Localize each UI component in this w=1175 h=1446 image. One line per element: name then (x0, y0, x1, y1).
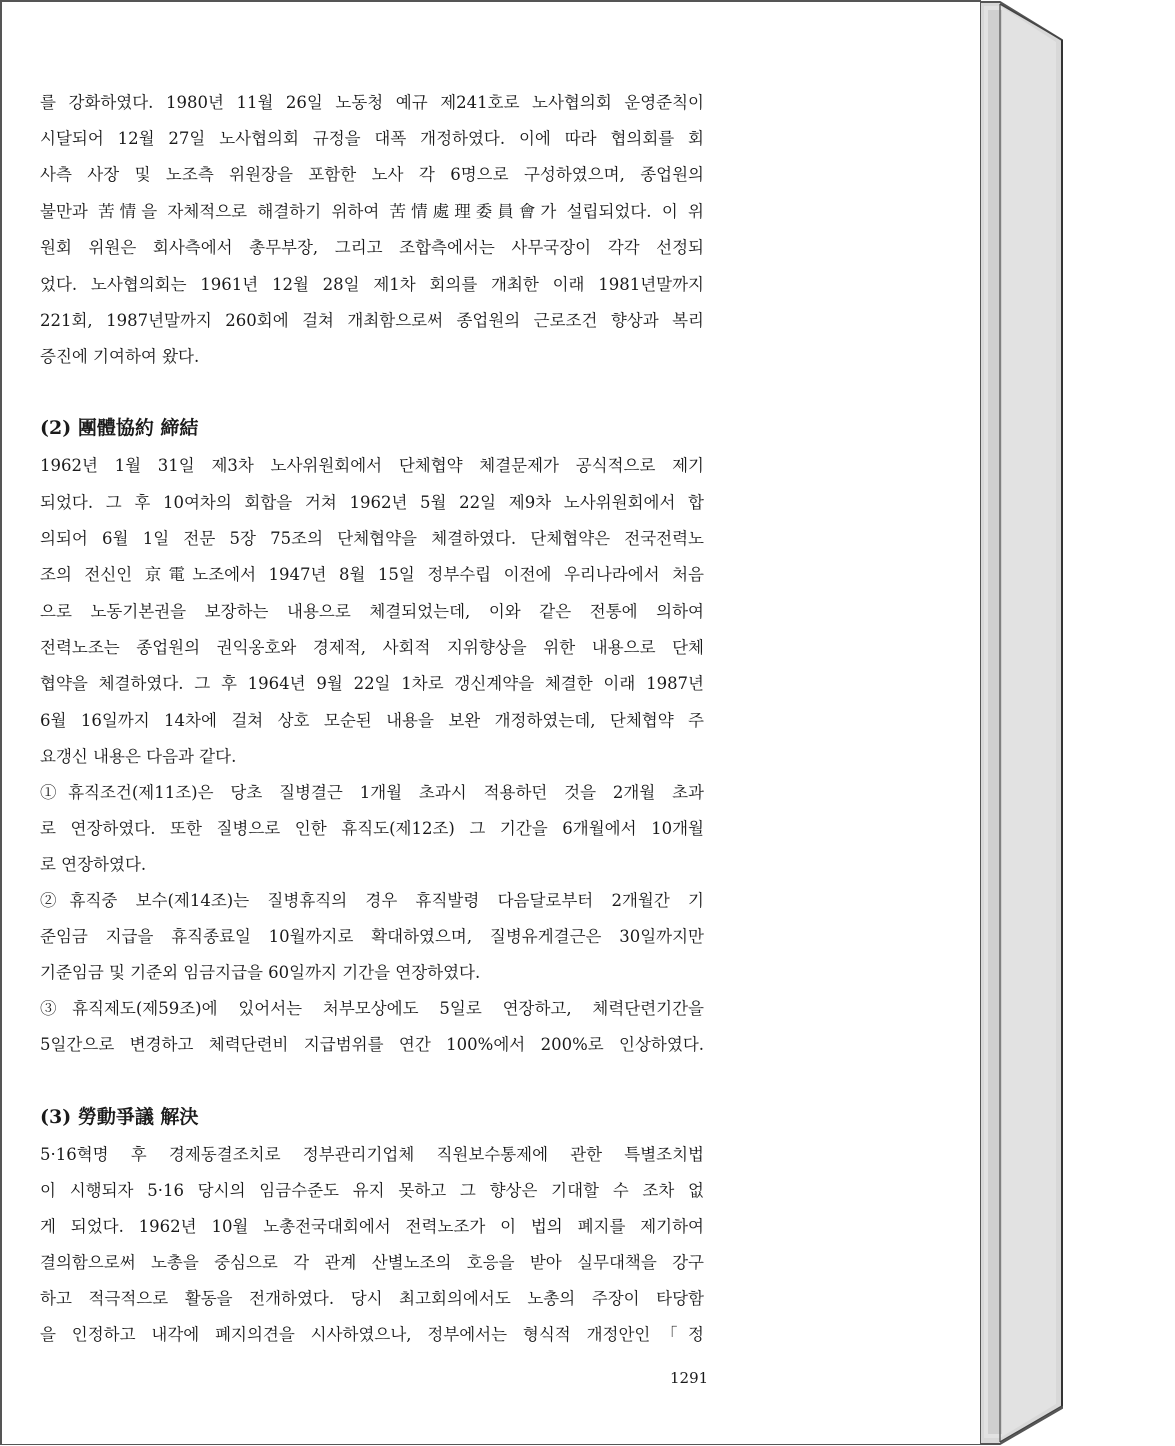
text-line: 결의함으로써 노총을 중심으로 각 관계 산별노조의 호응을 받아 실무대책을 강구 (40, 1253, 704, 1272)
text-line: 221회, 1987년말까지 260회에 걸쳐 개최함으로써 종업원의 근로조건 향상과 복리 (40, 311, 704, 330)
text-line: 협약을 체결하였다. 그 후 1964년 9월 22일 1차로 갱신계약을 체결한 이래 1987년 (40, 674, 704, 693)
text-line: 로 연장하였다. (40, 855, 147, 874)
text-line: 6월 16일까지 14차에 걸쳐 상호 모순된 내용을 보완 개정하였는데, 단체협약 주 (40, 711, 704, 730)
text-line: 를 강화하였다. 1980년 11월 26일 노동청 예규 제241호로 노사협의회 운영준칙이 (40, 93, 704, 112)
text-line: 준임금 지급을 휴직종료일 10월까지로 확대하였으며, 질병유게결근은 30일까지만 (40, 927, 704, 946)
document-page (2, 2, 980, 1444)
text-line: 을 인정하고 내각에 폐지의견을 시사하였으나, 정부에서는 형식적 개정안인「정 (40, 1325, 704, 1344)
text-line: 로 연장하였다. 또한 질병으로 인한 휴직도(제12조) 그 기간을 6개월에서 10개월 (40, 819, 704, 838)
text-line: 이 시행되자 5·16 당시의 임금수준도 유지 못하고 그 향상은 기대할 수 조차 없 (40, 1181, 704, 1200)
text-line: 원회 위원은 회사측에서 총무부장, 그리고 조합측에서는 사무국장이 각각 선정되 (40, 238, 704, 257)
section-heading-labor-dispute: (3) 勞動爭議 解決 (40, 1106, 199, 1128)
text-line: ①휴직조건(제11조)은 당초 질병결근 1개월 초과시 적용하던 것을 2개월 초과 (40, 783, 704, 802)
text-line: ②휴직중 보수(제14조)는 질병휴직의 경우 휴직발령 다음달로부터 2개월간 기 (40, 891, 704, 910)
text-line: 불만과 苦情을 자체적으로 해결하기 위하여 苦情處理委員會가 설립되었다. 이 위 (40, 202, 704, 221)
page-number: 1291 (670, 1369, 709, 1387)
text-line: 조의 전신인 京電노조에서 1947년 8월 15일 정부수립 이전에 우리나라에서 처음 (40, 565, 704, 584)
text-line: 요갱신 내용은 다음과 같다. (40, 747, 237, 766)
text-line: 기준임금 및 기준외 임금지급을 60일까지 기간을 연장하였다. (40, 963, 481, 982)
section-heading-collective-agreement: (2) 團體協約 締結 (40, 417, 199, 439)
text-line: 전력노조는 종업원의 권익옹호와 경제적, 사회적 지위향상을 위한 내용으로 단체 (40, 638, 704, 657)
text-line: 으로 노동기본권을 보장하는 내용으로 체결되었는데, 이와 같은 전통에 의하여 (40, 602, 704, 621)
text-line: 증진에 기여하여 왔다. (40, 347, 200, 366)
text-line: 었다. 노사협의회는 1961년 12월 28일 제1차 회의를 개최한 이래 1981년말까지 (40, 275, 704, 294)
text-line: 시달되어 12월 27일 노사협의회 규정을 대폭 개정하였다. 이에 따라 협의회를 회 (40, 129, 704, 148)
text-line: 의되어 6월 1일 전문 5장 75조의 단체협약을 체결하였다. 단체협약은 전국전력노 (40, 529, 704, 548)
text-line: 되었다. 그 후 10여차의 회합을 거쳐 1962년 5월 22일 제9차 노사위원회에서 합 (40, 493, 704, 512)
text-line: 5·16혁명 후 경제동결조치로 정부관리기업체 직원보수통제에 관한 특별조치법 (40, 1145, 704, 1164)
text-line: 게 되었다. 1962년 10월 노총전국대회에서 전력노조가 이 법의 폐지를 제기하여 (40, 1217, 704, 1236)
text-line: 사측 사장 및 노조측 위원장을 포함한 노사 각 6명으로 구성하였으며, 종업원의 (40, 165, 704, 184)
text-line: ③휴직제도(제59조)에 있어서는 처부모상에도 5일로 연장하고, 체력단련기간을 (40, 999, 704, 1018)
text-line: 하고 적극적으로 활동을 전개하였다. 당시 최고회의에서도 노총의 주장이 타당함 (40, 1289, 704, 1308)
text-line: 1962년 1월 31일 제3차 노사위원회에서 단체협약 체결문제가 공식적으로 제기 (40, 456, 704, 475)
text-line: 5일간으로 변경하고 체력단련비 지급범위를 연간 100%에서 200%로 인상하였다. (40, 1035, 704, 1054)
